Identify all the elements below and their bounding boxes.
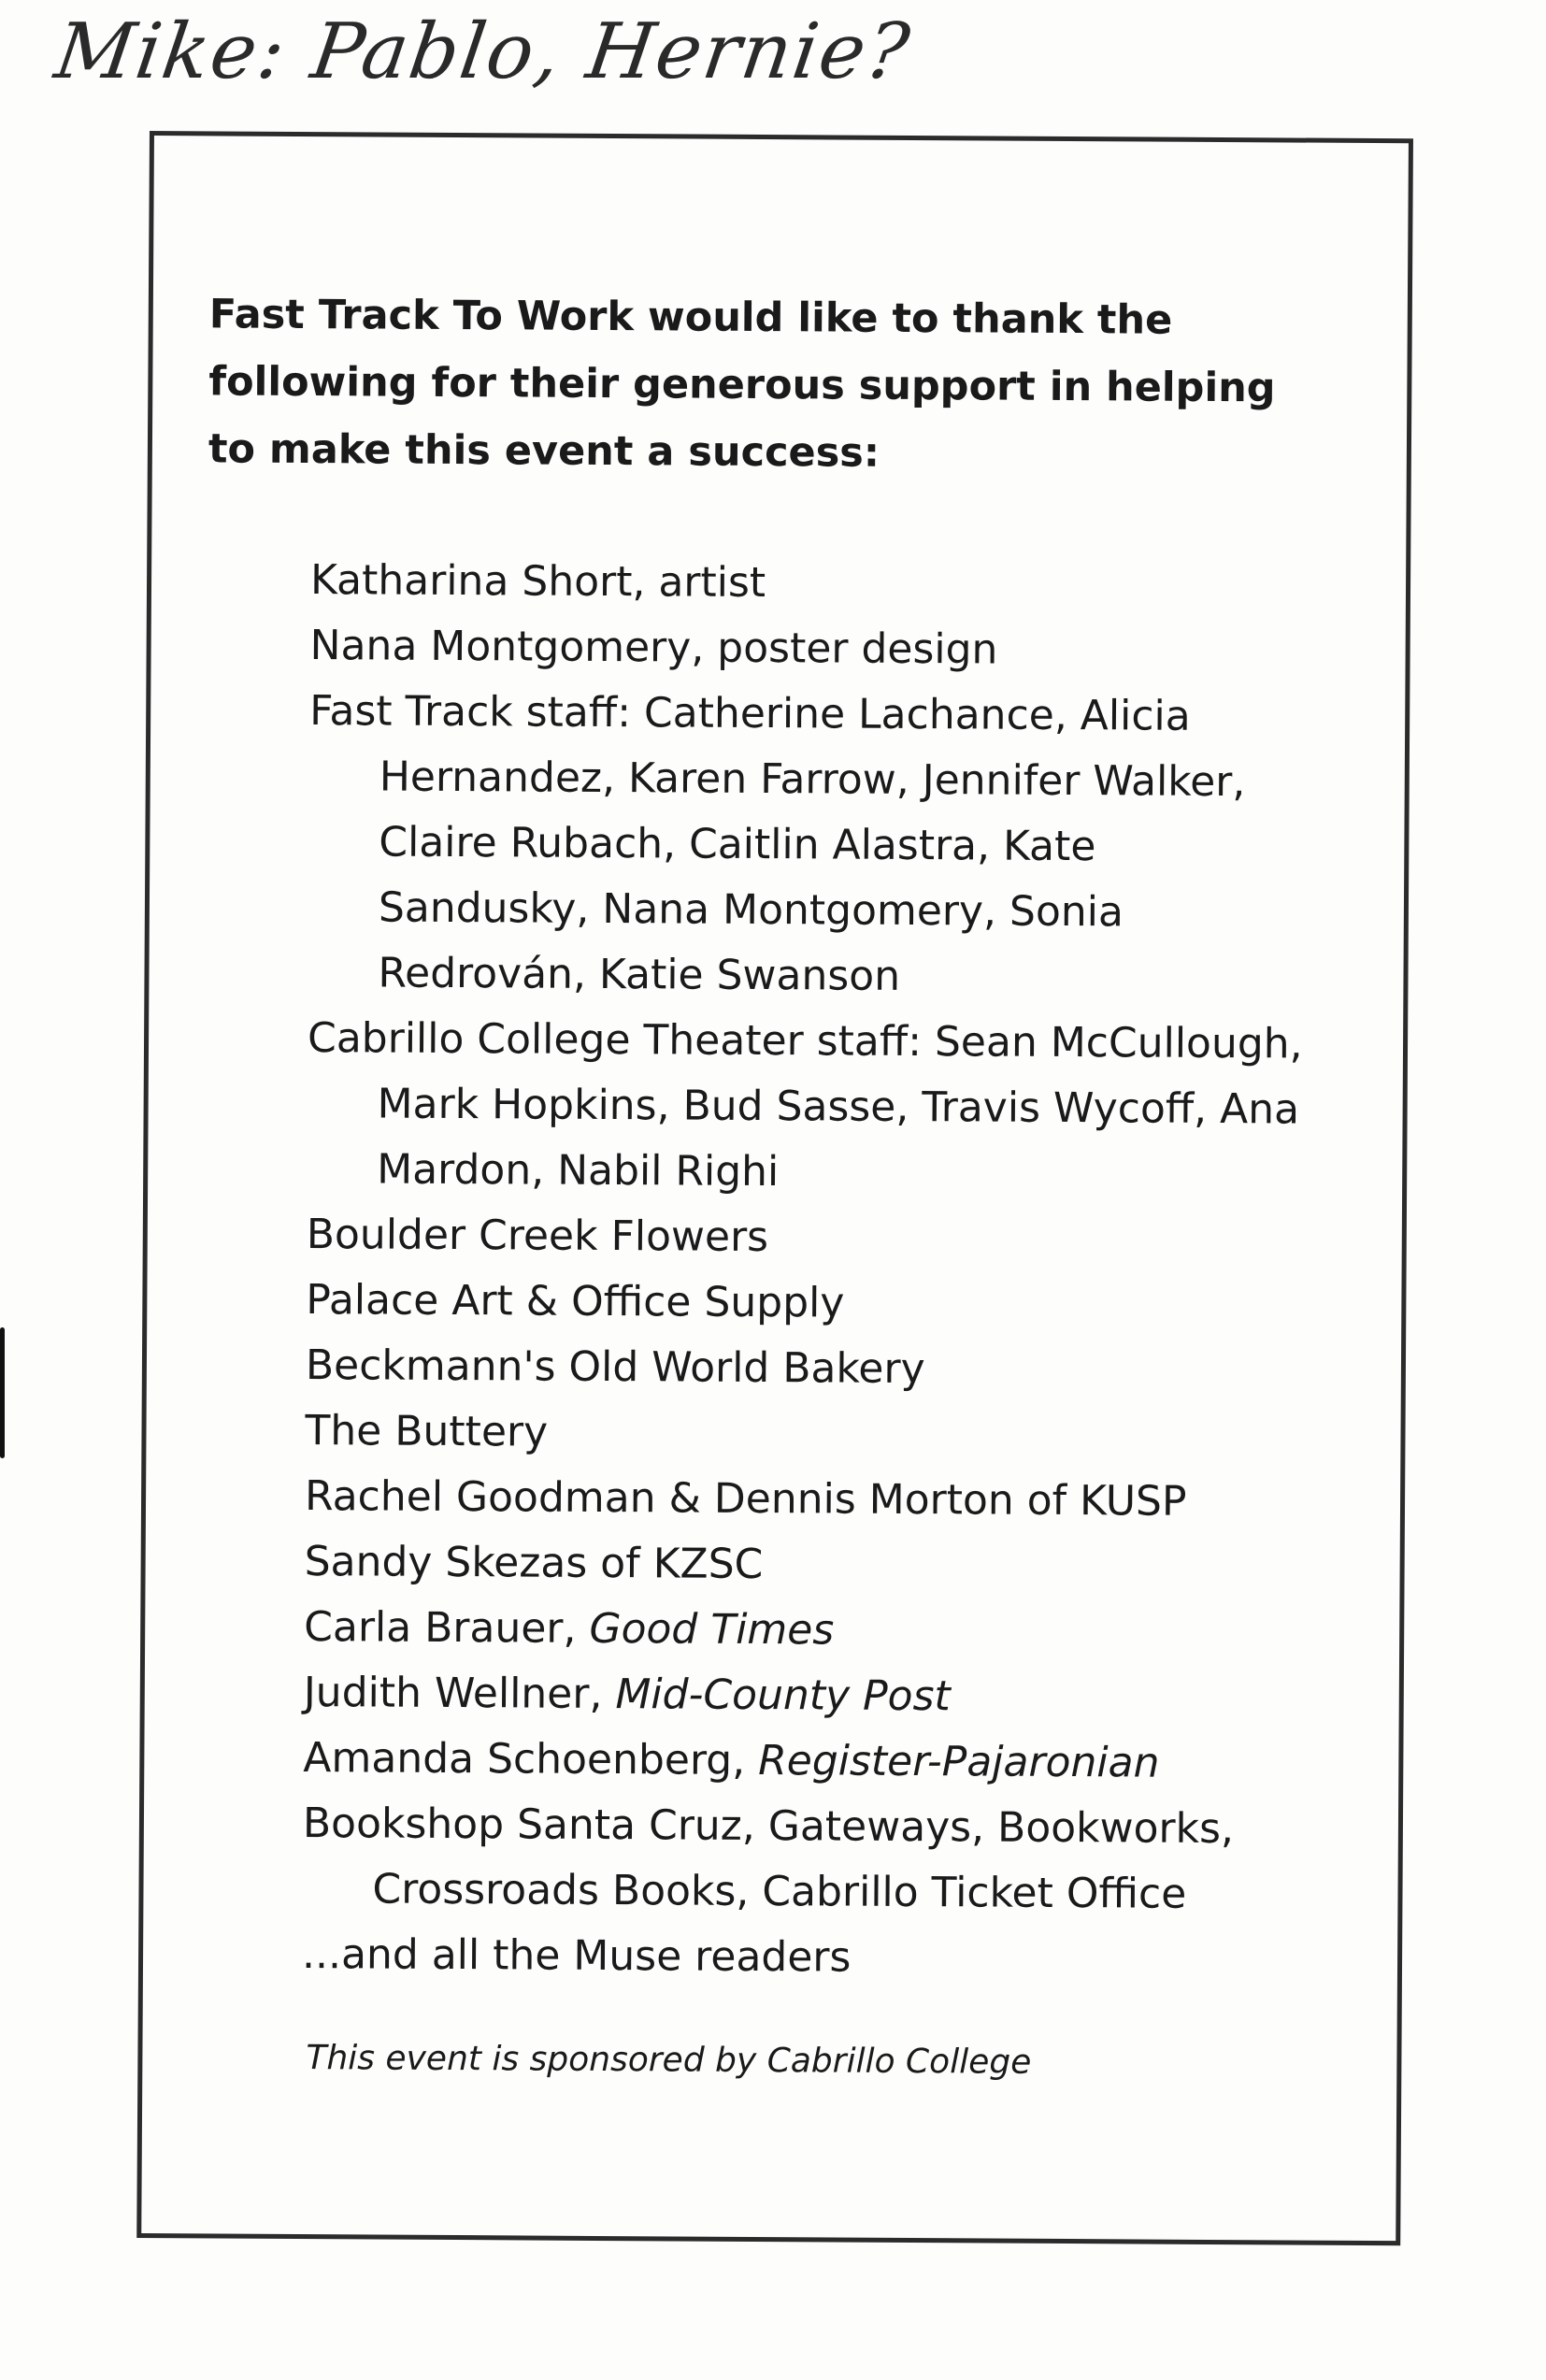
entry-separator: , — [589, 1670, 616, 1719]
publication-name: Good Times — [589, 1604, 835, 1655]
acknowledgement-entry — [306, 1268, 1315, 1340]
acknowledgement-entry — [304, 1595, 1313, 1667]
acknowledgement-entry — [305, 1398, 1314, 1470]
entry-detail: artist — [658, 558, 766, 608]
acknowledgement-entry — [303, 1726, 1312, 1798]
handwritten-note: Mike: Pablo, Hernie? — [50, 7, 917, 96]
acknowledgement-entry — [305, 1464, 1314, 1536]
acknowledgement-entry — [304, 1660, 1313, 1732]
acknowledgement-entry — [307, 1202, 1316, 1274]
page-edge-mark — [0, 1327, 5, 1458]
entry-name: Fast Track staff — [309, 687, 618, 738]
entry-name: The Buttery — [305, 1407, 549, 1456]
entry-detail: Sean McCullough, Mark Hopkins, Bud Sasse, Travis Wycoff, Ana Mardon, Nabil Righi — [377, 1018, 1303, 1197]
entry-separator: , — [732, 1736, 759, 1785]
entry-name: Boulder Creek Flowers — [306, 1211, 769, 1262]
sponsor-note: This event is sponsored by Cabrillo College — [306, 2039, 1032, 2082]
acknowledgement-entry — [310, 548, 1320, 620]
entry-separator: : — [617, 689, 645, 738]
entry-name: Judith Wellner — [303, 1669, 590, 1718]
acknowledgement-entry — [306, 1333, 1315, 1405]
acknowledgement-list — [302, 548, 1320, 1994]
entry-name: Carla Brauer — [304, 1603, 564, 1653]
thank-you-frame — [136, 131, 1413, 2245]
entry-name: Nana Montgomery — [309, 622, 692, 672]
acknowledgement-entry — [304, 1529, 1313, 1601]
entry-name: Sandy Skezas of KZSC — [304, 1538, 764, 1589]
entry-detail: poster design — [717, 624, 998, 674]
entry-name: Rachel Goodman & Dennis Morton of KUSP — [304, 1472, 1187, 1526]
entry-separator: , — [691, 624, 718, 672]
publication-name: Mid-County Post — [615, 1670, 951, 1721]
entry-name: ...and all the Muse readers — [301, 1930, 852, 1982]
acknowledgement-entry — [302, 1922, 1311, 1994]
entry-name: Katharina Short — [309, 556, 633, 607]
publication-name: Register-Pajaronian — [758, 1737, 1160, 1787]
entry-name: Bookshop Santa Cruz, Gateways, Bookworks, Crossroads Books, Cabrillo Ticket Office — [302, 1799, 1235, 1918]
acknowledgement-entry — [309, 613, 1319, 685]
intro-text: Fast Track To Work would like to thank the following for their generous support in helping to make this event a success: — [208, 291, 1276, 477]
entry-separator: , — [563, 1604, 590, 1653]
entry-name: Cabrillo College Theater staff — [307, 1014, 909, 1066]
entry-detail: Catherine Lachance, Alicia Hernandez, Karen Farrow, Jennifer Walker, Claire Rubach, Caitlin Alastra, Kate Sandusky, Nana Montgomery, Sonia Redrován, Katie Swanson — [378, 689, 1246, 1000]
entry-separator: : — [908, 1017, 936, 1067]
acknowledgement-entry — [307, 1006, 1317, 1209]
entry-separator: , — [632, 558, 659, 607]
entry-name: Amanda Schoenberg — [303, 1734, 733, 1785]
entry-name: Palace Art & Office Supply — [306, 1276, 845, 1327]
entry-name: Beckmann's Old World Bakery — [305, 1341, 925, 1394]
acknowledgement-entry — [308, 679, 1319, 1012]
acknowledgement-entry — [302, 1791, 1312, 1928]
